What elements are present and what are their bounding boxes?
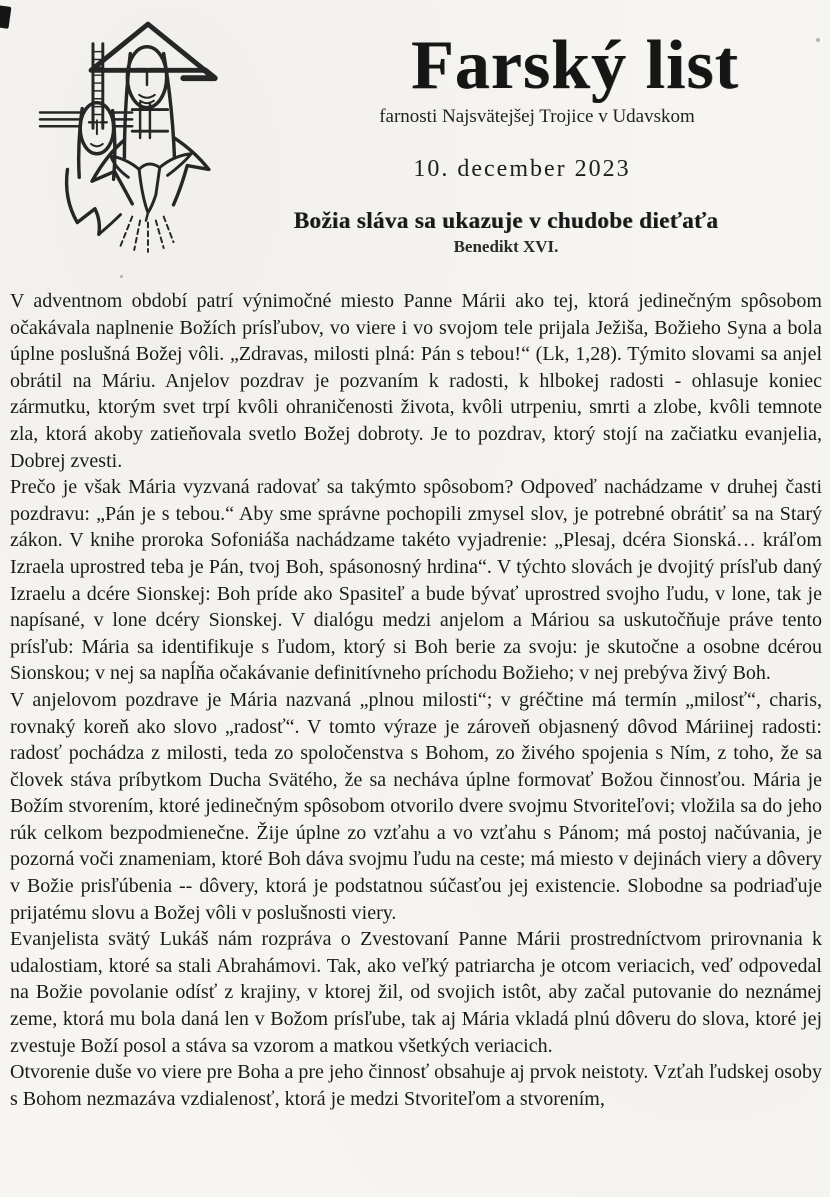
article-heading: Božia sláva sa ukazuje v chudobe dieťaťa xyxy=(293,208,719,233)
article-paragraph: Evanjelista svätý Lukáš nám rozpráva o Zvestovaní Panne Márii prostredníctvom prirovnania k udalostiam, ktoré sa stali Abrahámovi. Tak, ako veľký patriarcha je otcom veriacich, veď odpovedal na Božie povolanie odísť z krajiny, v ktorej žil, od svojich istôt, aby začal putovanie do neznámej zeme, ktorá mu bola daná len v Božom prísľube, tak aj Mária vkladá plnú dôveru do slova, ktoré jej zvestuje Boží posol a stáva sa vzorom a matkou všetkých veriacich. xyxy=(10,928,822,1057)
masthead xyxy=(0,0,830,292)
article-paragraph: V adventnom období patrí výnimočné miesto Panne Márii ako tej, ktorá jedinečným spôsobom očakávala naplnenie Božích prísľubov, vo viere i vo svojom tele prijala Ježiša, Božieho Syna a bola úplne poslušná Božej vôli. „Zdravas, milosti plná: Pán s tebou!“ (Lk, 1,28). Týmito slovami sa anjel obrátil na Máriu. Anjelov pozdrav je pozvaním k radosti, k hlbokej radosti - ohlasuje koniec zármutku, ktorým svet trpí kvôli ohraničenosti života, kvôli utrpeniu, smrti a zlobe, kvôli temnote zla, ktorá akoby zatieňovala svetlo Božej dobroty. Je to pozdrav, ktorý stojí na začiatku evanjelia, Dobrej zvesti. xyxy=(10,290,822,472)
article-author: Benedikt XVI. xyxy=(453,237,559,256)
article-paragraph: V anjelovom pozdrave je Mária nazvaná „plnou milosti“; v gréčtine má termín „milosť“, charis, rovnaký koreň ako slovo „radosť“. V tomto výraze je zároveň objasnený dôvod Máriinej radosti: radosť pochádza z milosti, teda zo spoločenstva s Bohom, zo živého spojenia s Ním, z toho, že sa človek stáva príbytkom Ducha Svätého, že sa necháva úplne formovať Božou činnosťou. Mária je Božím stvorením, ktoré jedinečným spôsobom otvorilo dvere svojmu Stvoriteľovi; vložila sa do jeho rúk celkom bezpodmienečne. Žije úplne zo vzťahu a vo vzťahu s Pánom; má postoj načúvania, je pozorná voči znameniam, ktoré Boh dáva svojmu ľudu na ceste; má miesto v dejinách viery a dôvery v Božie prisľúbenia -- dôvery, ktorá je podstatnou súčasťou jej existencie. Slobodne sa podriaďuje prijatému slovu a Božej vôli v poslušnosti viery. xyxy=(10,688,822,924)
article-body xyxy=(10,288,822,1112)
newsletter-title: Farský list xyxy=(411,27,739,104)
newsletter-subtitle: farnosti Najsvätejšej Trojice v Udavskom xyxy=(379,106,695,127)
article-paragraph: Prečo je však Mária vyzvaná radovať sa takýmto spôsobom? Odpoveď nachádzame v druhej časti pozdravu: „Pán je s tebou.“ Aby sme správne pochopili zmysel slov, je potrebné obrátiť sa na Starý zákon. V knihe proroka Sofoniáša nachádzame takéto vyjadrenie: „Plesaj, dcéra Sionská… kráľom Izraela uprostred teba je Pán, tvoj Boh, spásonosný hrdina“. V týchto slovách je dvojitý prísľub daný Izraelu a dcére Sionskej: Boh príde ako Spasiteľ a bude bývať uprostred svojho ľudu, v lone, tak je napísané, v lone dcéry Sionskej. V dialógu medzi anjelom a Máriou sa uskutočňuje práve tento prísľub: Mária sa identifikuje s ľudom, ktorý si Boh berie za svoju: je skutočne a osobne dcérou Sionskou; v nej sa napĺňa očakávanie definitívneho príchodu Božieho; v nej prebýva živý Boh. xyxy=(10,476,822,685)
article-paragraph: Otvorenie duše vo viere pre Boha a pre jeho činnosť obsahuje aj prvok neistoty. Vzťah ľudskej osoby s Bohom nezmazáva vzdialenosť, ktorá je medzi Stvoriteľom a stvorením, xyxy=(10,1061,822,1110)
issue-date: 10. december 2023 xyxy=(413,156,631,182)
